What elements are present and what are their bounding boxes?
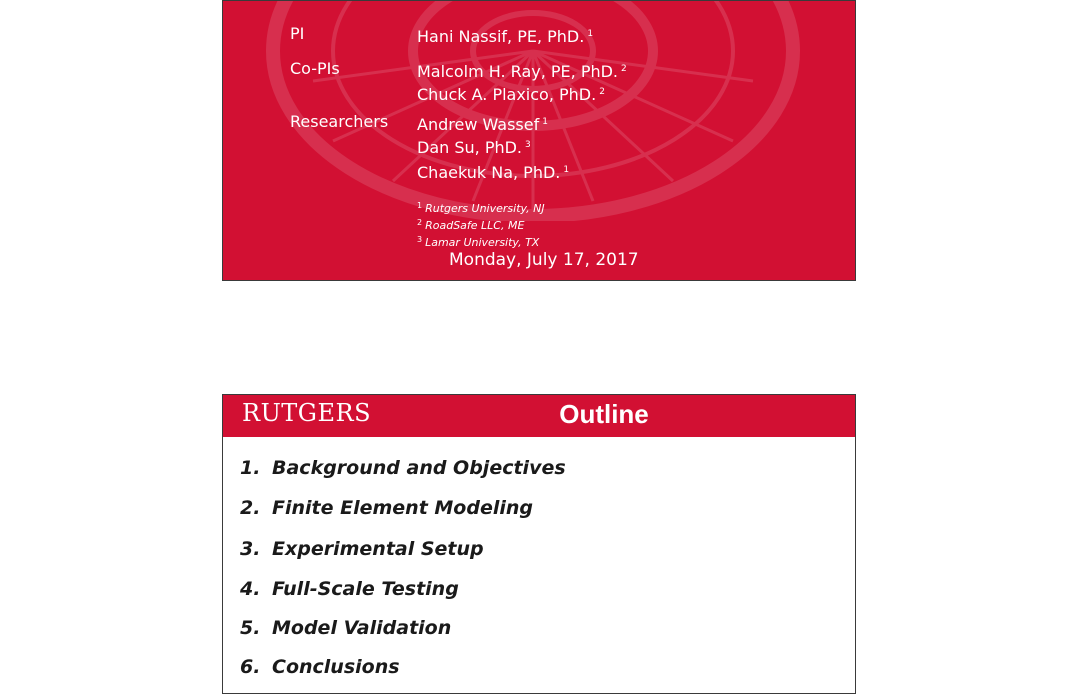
list-item: 6. Conclusions	[240, 656, 400, 678]
list-item: 1. Background and Objectives	[240, 457, 566, 479]
researcher-name: Andrew Wassef $^1$	[417, 115, 548, 134]
rutgers-logo: RUTGERS	[242, 399, 372, 427]
slide-title: Outline	[559, 399, 649, 429]
researcher-name: Chaekuk Na, PhD. $^1$	[417, 163, 570, 182]
pi-name: Hani Nassif, PE, PhD. $^1$	[417, 27, 594, 46]
list-item: 4. Full-Scale Testing	[240, 578, 459, 600]
credits-block	[223, 1, 855, 280]
slide-header	[223, 395, 855, 437]
co-pi-name: Malcolm H. Ray, PE, PhD. $^2$	[417, 62, 627, 81]
list-item: 2. Finite Element Modeling	[240, 497, 533, 519]
role-label-co-pis: Co-PIs	[290, 59, 340, 78]
presentation-date: Monday, July 17, 2017	[449, 250, 639, 270]
list-item: 3. Experimental Setup	[240, 538, 484, 560]
title-slide	[222, 0, 856, 281]
researcher-name: Dan Su, PhD. $^3$	[417, 138, 531, 157]
co-pi-name: Chuck A. Plaxico, PhD. $^2$	[417, 85, 605, 104]
affiliation-note: $^2$ RoadSafe LLC, ME	[417, 218, 525, 232]
role-label-pi: PI	[290, 24, 305, 43]
affiliation-note: $^3$ Lamar University, TX	[417, 235, 540, 249]
outline-list	[240, 457, 566, 694]
role-label-researchers: Researchers	[290, 112, 389, 131]
affiliation-note: $^1$ Rutgers University, NJ	[417, 201, 545, 215]
list-item: 5. Model Validation	[240, 617, 452, 639]
outline-slide	[222, 394, 856, 694]
